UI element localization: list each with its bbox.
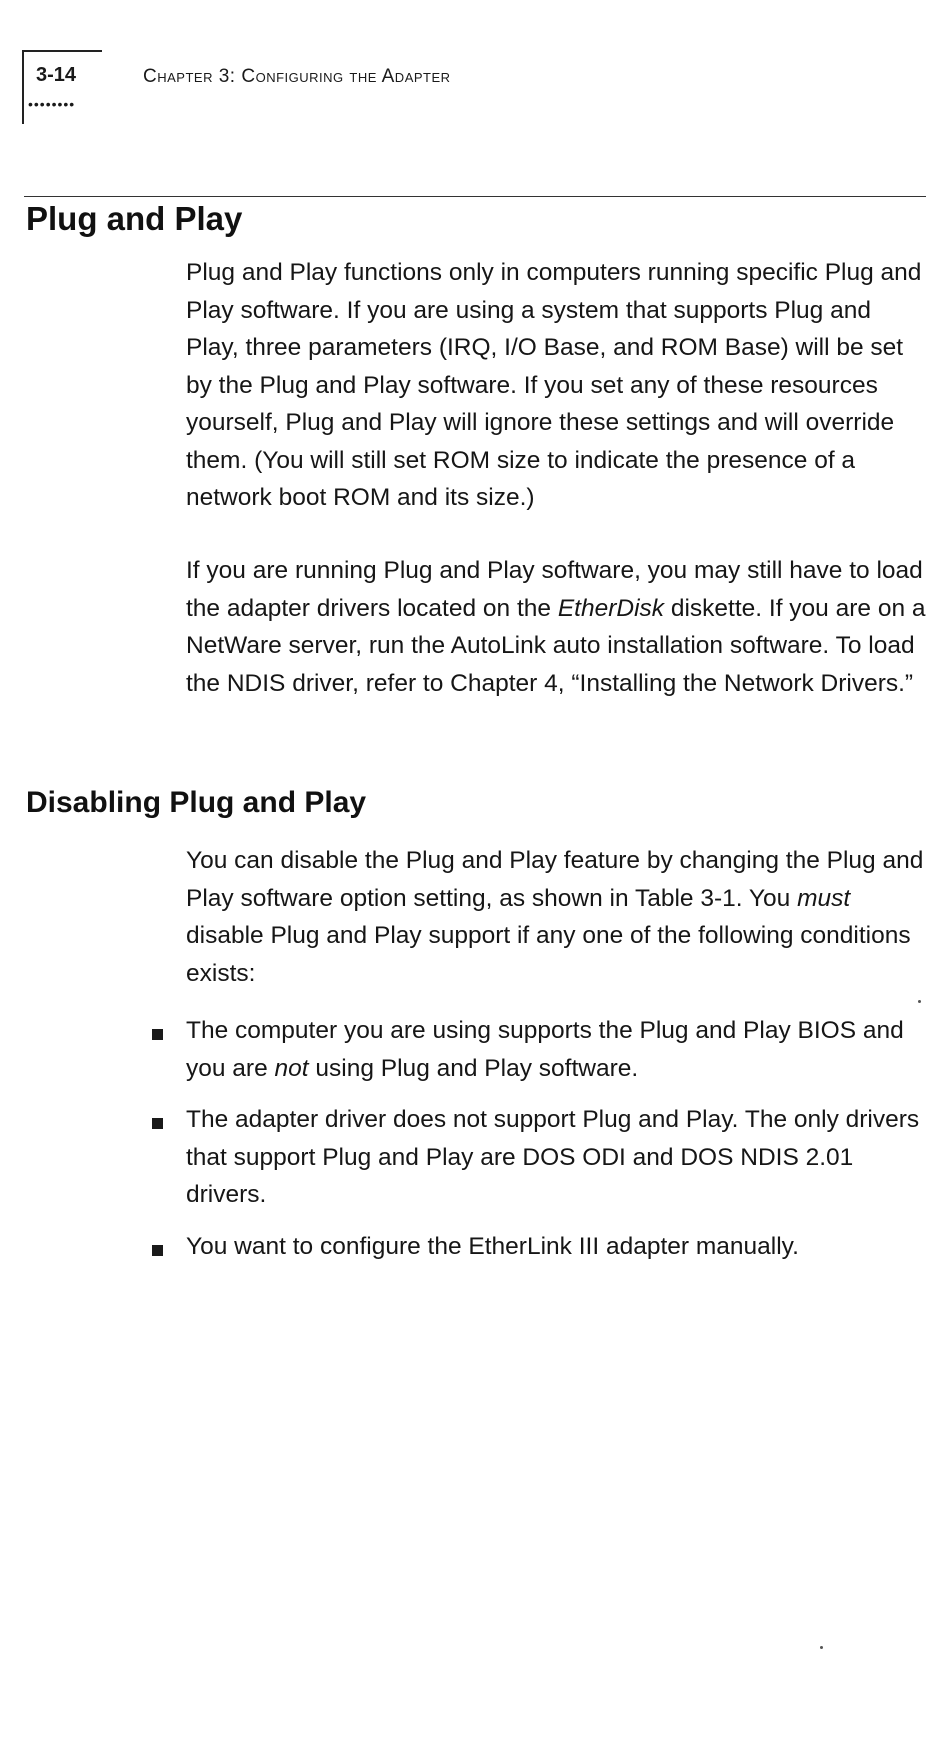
list-item-text: The adapter driver does not support Plug and Play. The only drivers that support Plug and Play are DOS ODI and DOS NDIS 2.01 drivers.: [186, 1106, 920, 1208]
square-bullet-icon: [152, 1118, 163, 1129]
conditions-list: [140, 1012, 930, 1279]
list-item-text: The computer you are using supports the Plug and Play BIOS and you are: [186, 1017, 904, 1082]
must-emphasis: must: [797, 884, 851, 912]
scan-speck: [918, 1000, 921, 1003]
scan-speck: [820, 1646, 823, 1649]
paragraph-disable-intro: [186, 842, 926, 992]
section-rule: [24, 196, 926, 197]
paragraph-plug-and-play-intro: Plug and Play functions only in computers running specific Plug and Play software. If you are using a system that supports Plug and Play, three parameters (IRQ, I/O Base, and ROM Base) will be set by the Plug and Play software. If you set any of these resources yourself, Plug and Play will ignore these settings and will override them. (You will still set ROM size to indicate the presence of a network boot ROM and its size.): [186, 259, 922, 511]
paragraph-text: If you are running Plug and Play software, you may still have to load the adapter drivers located on the: [186, 557, 923, 622]
list-item: [140, 1228, 930, 1266]
paragraph-text: You can disable the Plug and Play feature by changing the Plug and Play software option setting, as shown in Table 3-1. You: [186, 847, 924, 912]
chapter-title: Chapter 3: Configuring the Adapter: [143, 66, 451, 87]
section-heading-disabling-plug-and-play: Disabling Plug and Play: [26, 786, 367, 819]
paragraph-text: disable Plug and Play support if any one of the following conditions exists:: [186, 922, 911, 987]
list-item-text: using Plug and Play software.: [308, 1054, 639, 1082]
square-bullet-icon: [152, 1029, 163, 1040]
square-bullet-icon: [152, 1245, 163, 1256]
list-item-text: You want to configure the EtherLink III adapter manually.: [186, 1232, 799, 1260]
paragraph-text: diskette. If you are on a NetWare server, run the AutoLink auto installation software. To load the NDIS driver, refer to Chapter 4, “Installing the Network Drivers.”: [186, 594, 926, 697]
section-heading-plug-and-play: Plug and Play: [26, 200, 243, 237]
etherdisk-emphasis: EtherDisk: [557, 594, 665, 622]
paragraph-drivers-info: [186, 552, 926, 702]
not-emphasis: not: [274, 1054, 309, 1082]
header-top-rule: [22, 50, 102, 52]
list-item: [140, 1101, 930, 1214]
page-number: 3-14: [36, 64, 77, 86]
header-bracket-rule: [22, 50, 24, 124]
page-number-dots: ••••••••: [28, 96, 76, 112]
list-item: [140, 1012, 930, 1087]
